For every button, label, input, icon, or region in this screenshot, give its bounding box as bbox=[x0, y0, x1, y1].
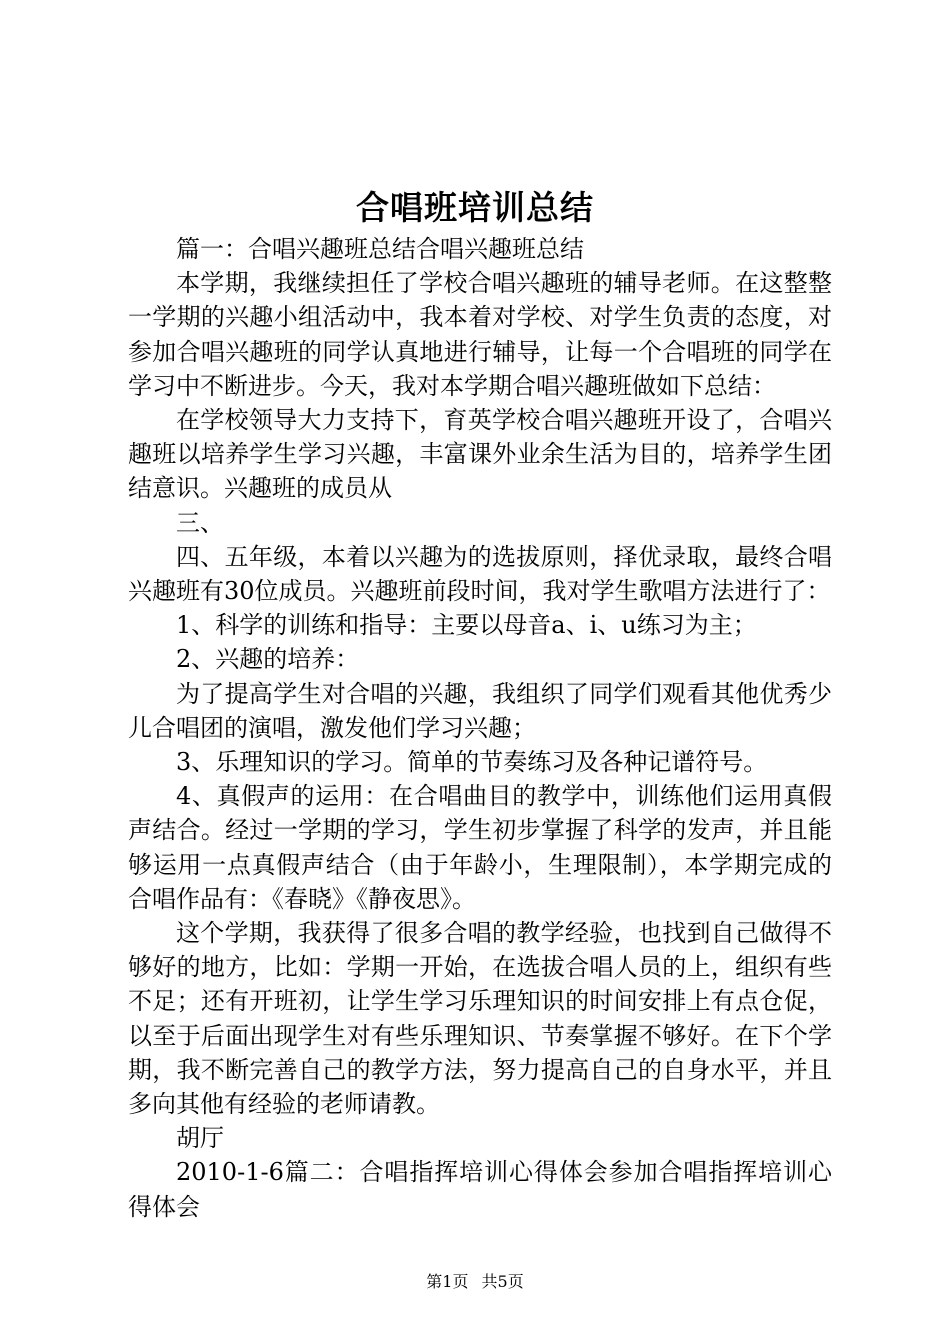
paragraph: 4、真假声的运用：在合唱曲目的教学中，训练他们运用真假声结合。经过一学期的学习，学生初步掌握了科学的发声，并且能够运用一点真假声结合（由于年龄小，生理限制），本学期完成的合唱作品有：《春晓》《静夜思》。 bbox=[128, 782, 832, 913]
paragraph: 篇一：合唱兴趣班总结合唱兴趣班总结 bbox=[176, 235, 584, 263]
document-body bbox=[128, 232, 832, 1224]
paragraph: 3、乐理知识的学习。简单的节奏练习及各种记谱符号。 bbox=[176, 748, 768, 777]
paragraph: 2010-1-6篇二：合唱指挥培训心得体会参加合唱指挥培训心得体会 bbox=[128, 1158, 832, 1221]
page-number: 第1页 bbox=[426, 1272, 469, 1291]
paragraph: 1、科学的训练和指导：主要以母音a、i、u练习为主； bbox=[176, 611, 757, 640]
paragraph: 四、五年级，本着以兴趣为的选拔原则，择优录取，最终合唱兴趣班有30位成员。兴趣班前段时间，我对学生歌唱方法进行了： bbox=[128, 542, 832, 606]
page-footer bbox=[0, 1271, 950, 1293]
paragraph: 这个学期，我获得了很多合唱的教学经验，也找到自己做得不够好的地方，比如：学期一开始，在选拔合唱人员的上，组织有些不足；还有开班初，让学生学习乐理知识的时间安排上有点仓促，以至于后面出现学生对有些乐理知识、节奏掌握不够好。在下个学期，我不断完善自己的教学方法，努力提高自己的自身水平，并且多向其他有经验的老师请教。 bbox=[128, 919, 832, 1119]
paragraph: 三、 bbox=[176, 508, 224, 537]
paragraph: 2、兴趣的培养： bbox=[176, 645, 360, 674]
paragraph: 胡厅 bbox=[176, 1124, 224, 1153]
paragraph: 在学校领导大力支持下，育英学校合唱兴趣班开设了，合唱兴趣班以培养学生学习兴趣，丰富课外业余生活为目的，培养学生团结意识。兴趣班的成员从 bbox=[128, 406, 832, 503]
paragraph: 为了提高学生对合唱的兴趣，我组织了同学们观看其他优秀少儿合唱团的演唱，激发他们学习兴趣； bbox=[128, 679, 832, 742]
document-title: 合唱班培训总结 bbox=[356, 188, 594, 227]
page-total: 共5页 bbox=[481, 1272, 524, 1291]
paragraph: 本学期，我继续担任了学校合唱兴趣班的辅导老师。在这整整一学期的兴趣小组活动中，我本着对学校、对学生负责的态度，对参加合唱兴趣班的同学认真地进行辅导，让每一个合唱班的同学在学习中不断进步。今天，我对本学期合唱兴趣班做如下总结： bbox=[128, 269, 832, 400]
